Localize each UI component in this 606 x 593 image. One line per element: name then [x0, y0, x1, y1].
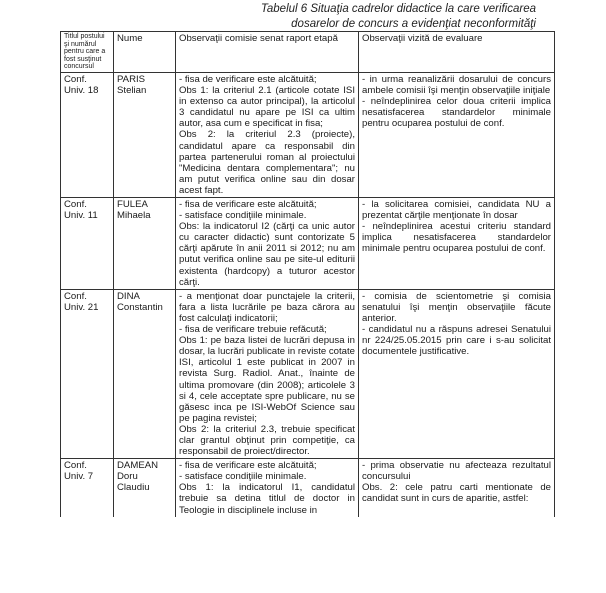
visit-line: - prima observatie nu afecteaza rezultatul concursului	[362, 460, 551, 483]
table-header-row	[61, 32, 555, 73]
caption-line-2: dosarelor de concurs a evidenţiat neconformităţi	[291, 18, 536, 30]
caption-line-1: Tabelul 6 Situaţia cadrelor didactice la care verificarea	[260, 3, 536, 15]
senate-observations-cell	[176, 72, 359, 197]
table-row	[61, 198, 555, 290]
observation-line: - fisa de verificare este alcătuită;	[179, 73, 317, 85]
evaluation-visit-cell	[359, 72, 555, 197]
table-row	[61, 289, 555, 458]
name-cell: DAMEAN Doru Claudiu	[114, 459, 176, 517]
visit-line: Obs. 2: cele patru carti mentionate de candidat sunt in curs de aparitie, astfel:	[362, 482, 551, 505]
senate-observations-cell	[176, 459, 359, 517]
visit-line: - comisia de scientometrie şi comisia senatului îşi menţin observaţiile făcute anterior.	[362, 290, 551, 324]
header-senate-observations: Observaţii comisie senat raport etapă	[176, 32, 359, 73]
post-cell: Conf. Univ. 18	[61, 72, 114, 197]
evaluation-table	[60, 31, 555, 517]
visit-line: - neîndeplinirea celor doua criterii implica nesatisfacerea standardelor minimale pentru ocuparea postului de conf.	[362, 96, 551, 130]
table-row	[61, 72, 555, 197]
name-cell: FULEA Mihaela	[114, 198, 176, 290]
visit-line: - in urma reanalizării dosarului de concurs ambele comisii îşi menţin observaţiile iniţiale	[362, 73, 551, 97]
header-name: Nume	[114, 32, 176, 73]
observation-line: - satisface condiţiile minimale.	[179, 210, 307, 222]
evaluation-visit-cell	[359, 459, 555, 517]
evaluation-visit-cell	[359, 198, 555, 290]
observation-line: Obs 2: la criteriul 2.3 (proiecte), candidatul apare ca responsabil din partea partenerului roman al proiectului "Medicina dentara complementara"; nu am putut verifica online sau din dosar acest fapt.	[179, 129, 355, 196]
observation-line: - fisa de verificare trebuie refăcută;	[179, 324, 327, 336]
post-cell: Conf. Univ. 7	[61, 459, 114, 517]
header-post: Titlul postului şi numărul pentru care a fost susţinut concursul	[61, 32, 114, 73]
observation-line: - a menţionat doar punctajele la criterii, fara a lista lucrările pe baza cărora au fost calculaţi indicatorii;	[179, 290, 355, 324]
evaluation-visit-cell	[359, 289, 555, 458]
observation-line: Obs 1: la criteriul 2.1 (articole cotate ISI in extenso ca autor principal), la articolul 3 candidatul nu apare pe ISI ca ultim autor, asa cum e specificat in fisa;	[179, 85, 355, 130]
observation-line: Obs 1: la indicatorul I1, candidatul trebuie sa detina titlul de doctor in Teologie in disciplinele incluse in	[179, 482, 355, 516]
name-cell: PARIS Stelian	[114, 72, 176, 197]
observation-line: - fisa de verificare este alcătuită;	[179, 460, 317, 472]
senate-observations-cell	[176, 289, 359, 458]
visit-line: - candidatul nu a răspuns adresei Senatului nr 224/25.05.2015 prin care i s-au solicitat documentele justificative.	[362, 324, 551, 358]
observation-line: - satisface condiţiile minimale.	[179, 471, 307, 483]
senate-observations-cell	[176, 198, 359, 290]
post-cell: Conf. Univ. 21	[61, 289, 114, 458]
observation-line: - fisa de verificare este alcătuită;	[179, 199, 317, 210]
header-evaluation-visit: Observaţii vizită de evaluare	[359, 32, 555, 73]
visit-line: - neîndeplinirea acestui criteriu standard implica nesatisfacerea standardelor minimale pentru ocuparea postului de conf.	[362, 221, 551, 255]
observation-line: Obs 1: pe baza listei de lucrări depusa in dosar, la lucrări publicate in reviste cotate ISI, articolul 1 este publicat in 2007 in revista Surg. Radiol. Anat., înainte de ultima promovare (din 2008); articolele 3 si 4, cele acceptate spre publicare, nu se găsesc inca pe ISI-WebOf Science sau pe pagina revistei;	[179, 335, 355, 424]
table-row	[61, 459, 555, 517]
observation-line: Obs: la indicatorul I2 (cărţi ca unic autor cu caracter didactic) sunt contorizate 5 cărţi apărute în anii 2011 si 2012; nu am putut verifica online sau pe site-ul editurii existenta (hardcopy) a tuturor acestor cărţi.	[179, 221, 355, 288]
observation-line: Obs 2: la criteriul 2.3, trebuie specificat clar grantul obţinut prin competiţie, ca responsabil de proiect/director.	[179, 423, 355, 458]
name-cell: DINA Constantin	[114, 289, 176, 458]
visit-line: - la solicitarea comisiei, candidata NU a prezentat cărţile menţionate în dosar	[362, 199, 551, 222]
post-cell: Conf. Univ. 11	[61, 198, 114, 290]
table-caption	[261, 2, 536, 32]
